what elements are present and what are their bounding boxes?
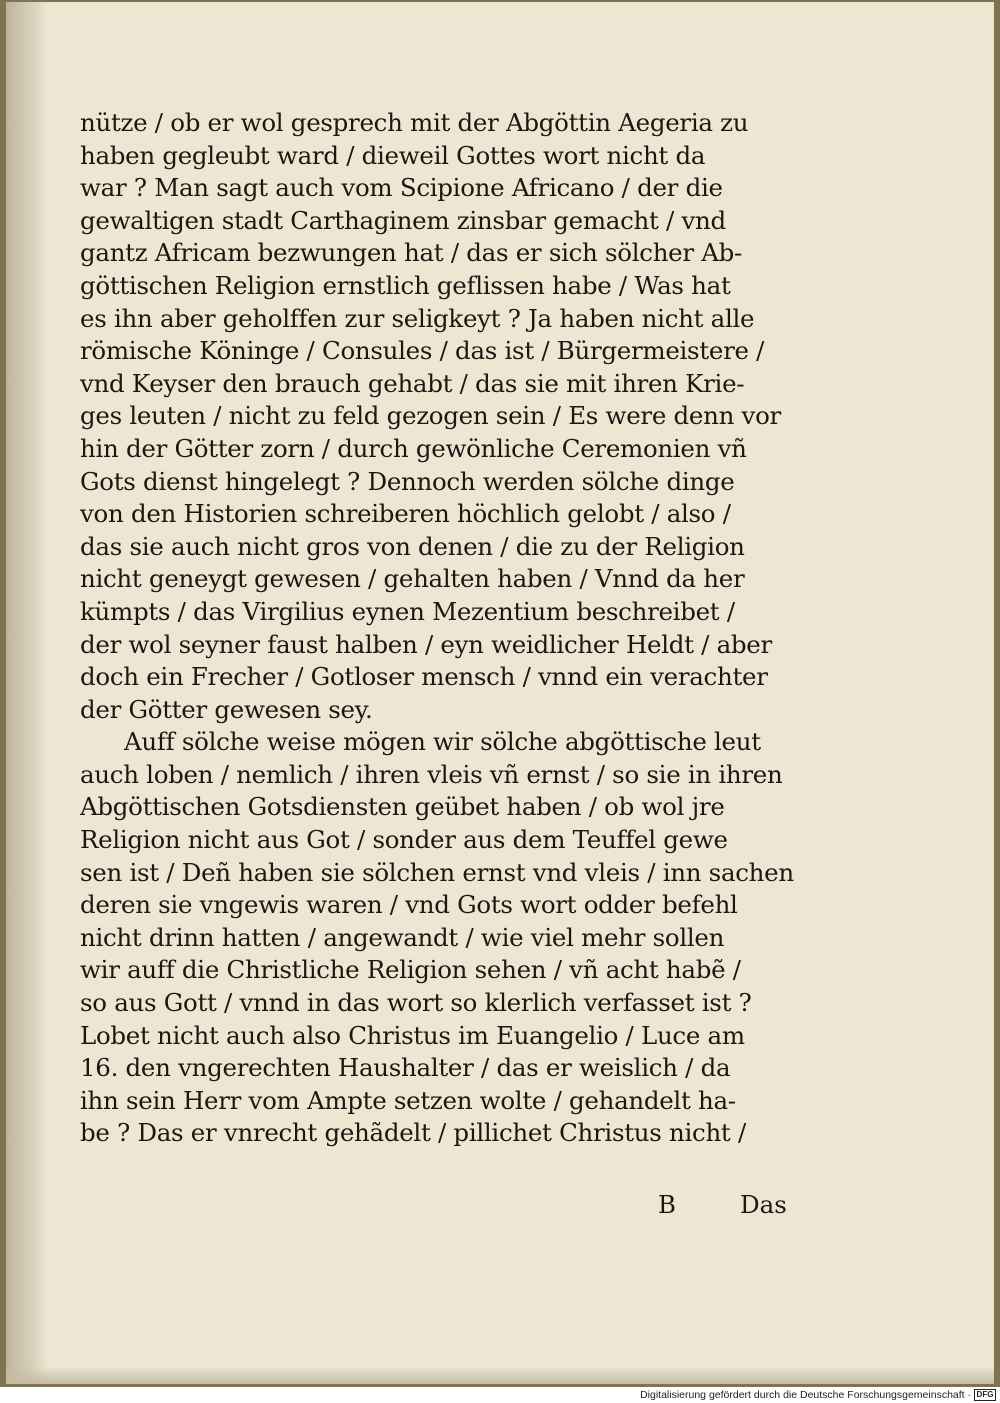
- text-line: ihn sein Herr vom Ampte setzen wolte / gehandelt ha-: [80, 1085, 736, 1115]
- digitization-credit-bar: [0, 1387, 1000, 1403]
- text-line: hin der Götter zorn / durch gewönliche Ceremonien vñ: [80, 433, 747, 463]
- dfg-logo: DFG: [974, 1389, 996, 1401]
- text-line: göttischen Religion ernstlich geflissen habe / Was hat: [80, 270, 731, 300]
- page-text-block: [80, 107, 820, 1150]
- text-line: Religion nicht aus Got / sonder aus dem Teuffel gewe: [80, 825, 728, 855]
- text-line: der Götter gewesen sey.: [80, 694, 373, 724]
- page-gutter-shadow: [6, 2, 48, 1384]
- text-line: deren sie vngewis waren / vnd Gots wort odder befehl: [80, 890, 738, 920]
- text-line: ges leuten / nicht zu feld gezogen sein / Es were denn vor: [80, 401, 781, 431]
- text-line: haben gegleubt ward / dieweil Gottes wort nicht da: [80, 140, 706, 170]
- text-line: römische Köninge / Consules / das ist / Bürgermeistere /: [80, 336, 765, 366]
- text-line: nicht drinn hatten / angewandt / wie viel mehr sollen: [80, 922, 725, 952]
- paragraph-first-line: Auff sölche weise mögen wir sölche abgöttische leut: [124, 727, 761, 757]
- text-line: war ? Man sagt auch vom Scipione Africano / der die: [80, 173, 723, 203]
- text-line: auch loben / nemlich / ihren vleis vñ ernst / so sie in ihren: [80, 759, 783, 789]
- text-line: Lobet nicht auch also Christus im Euangelio / Luce am: [80, 1020, 745, 1050]
- text-line: das sie auch nicht gros von denen / die zu der Religion: [80, 531, 745, 561]
- page-bottom-edge: [6, 1366, 994, 1384]
- text-line: Abgöttischen Gotsdiensten geübet haben / ob wol jre: [80, 792, 725, 822]
- text-line: sen ist / Deñ haben sie sölchen ernst vnd vleis / inn sachen: [80, 857, 794, 887]
- catchword: Das: [740, 1190, 787, 1219]
- text-line: wir auff die Christliche Religion sehen / vñ acht habẽ /: [80, 955, 741, 985]
- text-line: gewaltigen stadt Carthaginem zinsbar gemacht / vnd: [80, 205, 726, 235]
- text-line: Gots dienst hingelegt ? Dennoch werden sölche dinge: [80, 466, 735, 496]
- text-line: 16. den vngerechten Haushalter / das er weislich / da: [80, 1053, 731, 1083]
- text-line: doch ein Frecher / Gotloser mensch / vnnd ein verachter: [80, 662, 768, 692]
- text-line: es ihn aber geholffen zur seligkeyt ? Ja haben nicht alle: [80, 303, 755, 333]
- text-line: nicht geneygt gewesen / gehalten haben / Vnnd da her: [80, 564, 745, 594]
- credit-text: Digitalisierung gefördert durch die Deutsche Forschungsgemeinschaft ·: [640, 1389, 971, 1401]
- book-page: [6, 2, 994, 1384]
- text-line: so aus Gott / vnnd in das wort so klerlich verfasset ist ?: [80, 988, 752, 1018]
- text-line: be ? Das er vnrecht gehãdelt / pillichet Christus nicht /: [80, 1118, 746, 1148]
- text-line: vnd Keyser den brauch gehabt / das sie mit ihren Krie-: [80, 368, 745, 398]
- text-line: der wol seyner faust halben / eyn weidlicher Heldt / aber: [80, 629, 772, 659]
- text-line: gantz Africam bezwungen hat / das er sich sölcher Ab-: [80, 238, 743, 268]
- text-line: von den Historien schreiberen höchlich gelobt / also /: [80, 499, 731, 529]
- text-line: kümpts / das Virgilius eynen Mezentium beschreibet /: [80, 596, 735, 626]
- signature-mark: B: [658, 1190, 677, 1219]
- text-line: nütze / ob er wol gesprech mit der Abgöttin Aegeria zu: [80, 108, 749, 137]
